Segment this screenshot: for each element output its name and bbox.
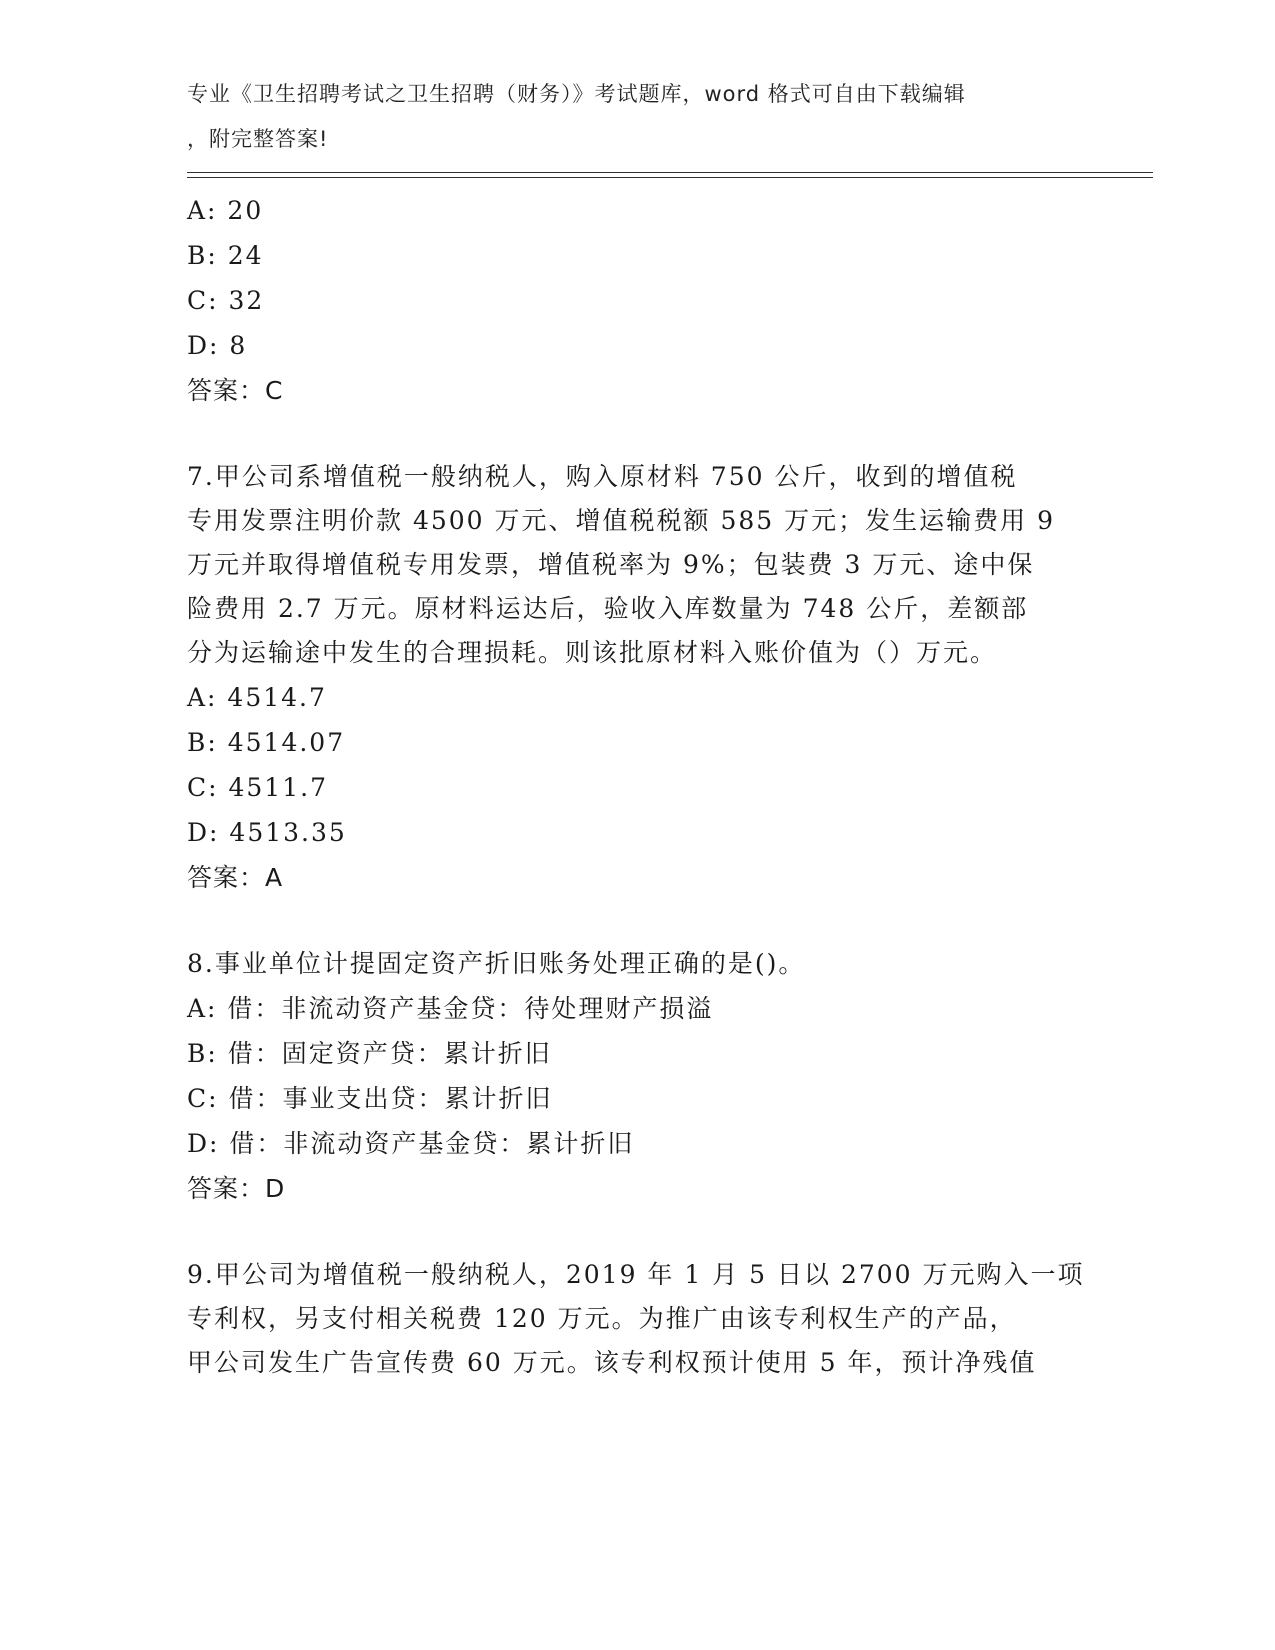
question-text-line: 7.甲公司系增值税一般纳税人，购入原材料 750 公斤，收到的增值税 (187, 462, 1018, 491)
option-c: C: 借：事业支出贷：累计折旧 (187, 1084, 553, 1113)
option-c: C: 32 (187, 286, 265, 315)
header-divider (187, 172, 1153, 173)
question-text-line: 万元并取得增值税专用发票，增值税率为 9%；包装费 3 万元、途中保 (187, 550, 1035, 579)
question-block-7 (187, 455, 1087, 900)
option-b: B: 4514.07 (187, 728, 346, 757)
answer-line: 答案：A (187, 863, 284, 892)
option-a: A: 20 (187, 196, 264, 225)
spacer (187, 1211, 1087, 1253)
question-block-6 (187, 188, 1087, 413)
question-content (187, 188, 1087, 1385)
question-text-line: 8.事业单位计提固定资产折旧账务处理正确的是()。 (187, 949, 806, 978)
question-block-9 (187, 1253, 1087, 1385)
answer-line: 答案：D (187, 1174, 286, 1203)
question-text-line: 专用发票注明价款 4500 万元、增值税税额 585 万元；发生运输费用 9 (187, 506, 1055, 535)
answer-line: 答案：C (187, 376, 284, 405)
header-line: ，附完整答案! (187, 127, 329, 151)
question-block-8 (187, 942, 1087, 1211)
header-divider (187, 177, 1153, 178)
option-a: A: 借：非流动资产基金贷：待处理财产损溢 (187, 994, 714, 1023)
question-text-line: 险费用 2.7 万元。原材料运达后，验收入库数量为 748 公斤，差额部 (187, 594, 1029, 623)
question-text-line: 分为运输途中发生的合理损耗。则该批原材料入账价值为（）万元。 (187, 638, 998, 667)
option-a: A: 4514.7 (187, 683, 327, 712)
option-c: C: 4511.7 (187, 773, 328, 802)
question-text-line: 9.甲公司为增值税一般纳税人，2019 年 1 月 5 日以 2700 万元购入一项 (187, 1260, 1085, 1289)
option-b: B: 借：固定资产贷：累计折旧 (187, 1039, 552, 1068)
spacer (187, 413, 1087, 455)
question-text-line: 甲公司发生广告宣传费 60 万元。该专利权预计使用 5 年，预计净残值 (187, 1348, 1037, 1377)
spacer (187, 900, 1087, 942)
option-d: D: 8 (187, 331, 248, 360)
question-text-line: 专利权，另支付相关税费 120 万元。为推广由该专利权生产的产品， (187, 1304, 1017, 1333)
option-b: B: 24 (187, 241, 264, 270)
option-d: D: 4513.35 (187, 818, 347, 847)
document-header (187, 72, 1067, 162)
option-d: D: 借：非流动资产基金贷：累计折旧 (187, 1129, 635, 1158)
header-line: 专业《卫生招聘考试之卫生招聘（财务）》考试题库，word 格式可自由下载编辑 (187, 82, 966, 106)
